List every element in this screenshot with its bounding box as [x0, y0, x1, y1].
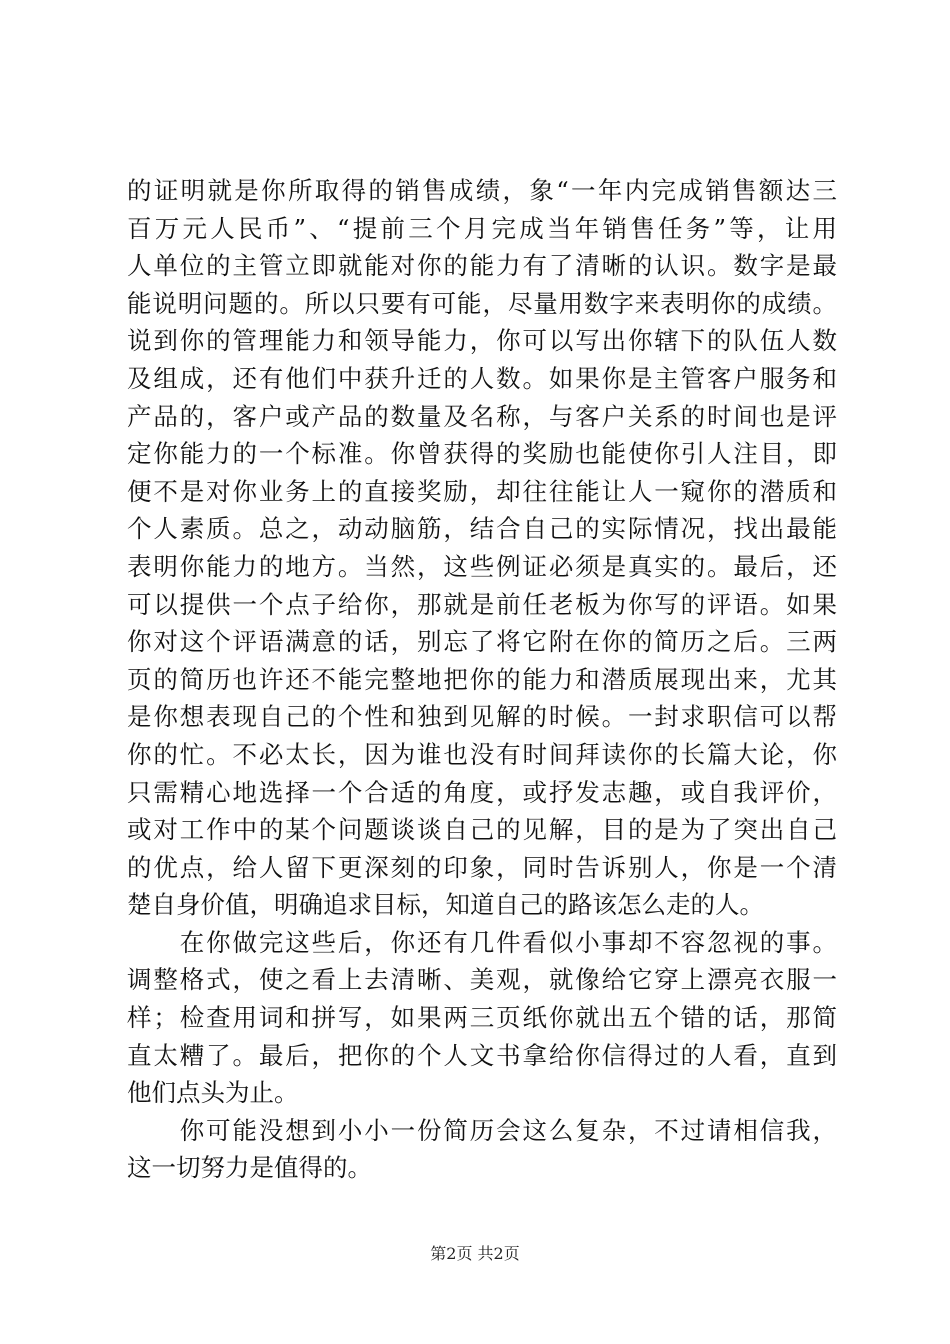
text-line: 的优点，给人留下更深刻的印象，同时告诉别人，你是一个清 [127, 852, 837, 882]
text-line: 个人素质。总之，动动脑筋，结合自己的实际情况，找出最能 [127, 514, 837, 544]
text-line: 样；检查用词和拼写，如果两三页纸你就出五个错的话，那简 [127, 1003, 837, 1033]
text-line: 楚自身价值，明确追求目标，知道自己的路该怎么走的人。 [127, 890, 764, 920]
text-line: 你可能没想到小小一份简历会这么复杂，不过请相信我， [127, 1115, 837, 1145]
text-line: 是你想表现自己的个性和独到见解的时候。一封求职信可以帮 [127, 702, 837, 732]
text-line: 你对这个评语满意的话，别忘了将它附在你的简历之后。三两 [127, 627, 837, 657]
text-line: 他们点头为止。 [127, 1078, 299, 1108]
document-body [127, 172, 837, 1187]
text-line: 这一切努力是值得的。 [127, 1153, 372, 1183]
text-line: 在你做完这些后，你还有几件看似小事却不容忽视的事。 [127, 927, 837, 957]
text-line: 页的简历也许还不能完整地把你的能力和潜质展现出来，尤其 [127, 664, 837, 694]
text-line: 表明你能力的地方。当然，这些例证必须是真实的。最后，还 [127, 551, 837, 581]
text-line: 调整格式，使之看上去清晰、美观，就像给它穿上漂亮衣服一 [127, 965, 837, 995]
text-line: 百万元人民币”、“提前三个月完成当年销售任务”等，让用 [127, 213, 837, 243]
text-line: 直太糟了。最后，把你的个人文书拿给你信得过的人看，直到 [127, 1040, 837, 1070]
page-footer: 第2页 共2页 [430, 1244, 520, 1263]
text-line: 可以提供一个点子给你，那就是前任老板为你写的评语。如果 [127, 589, 837, 619]
text-line: 的证明就是你所取得的销售成绩，象“一年内完成销售额达三 [127, 176, 837, 205]
text-line: 人单位的主管立即就能对你的能力有了清晰的认识。数字是最 [127, 251, 837, 281]
text-line: 便不是对你业务上的直接奖励，却往往能让人一窥你的潜质和 [127, 476, 837, 506]
text-line: 只需精心地选择一个合适的角度，或抒发志趣，或自我评价， [127, 777, 837, 807]
text-line: 产品的，客户或产品的数量及名称，与客户关系的时间也是评 [127, 401, 837, 431]
text-line: 定你能力的一个标准。你曾获得的奖励也能使你引人注目，即 [127, 439, 837, 469]
text-line: 说到你的管理能力和领导能力，你可以写出你辖下的队伍人数 [127, 326, 837, 356]
text-line: 或对工作中的某个问题谈谈自己的见解，目的是为了突出自己 [127, 815, 837, 845]
text-line: 你的忙。不必太长，因为谁也没有时间拜读你的长篇大论，你 [127, 739, 837, 769]
text-line: 能说明问题的。所以只要有可能，尽量用数字来表明你的成绩。 [127, 288, 837, 318]
text-line: 及组成，还有他们中获升迁的人数。如果你是主管客户服务和 [127, 363, 837, 393]
